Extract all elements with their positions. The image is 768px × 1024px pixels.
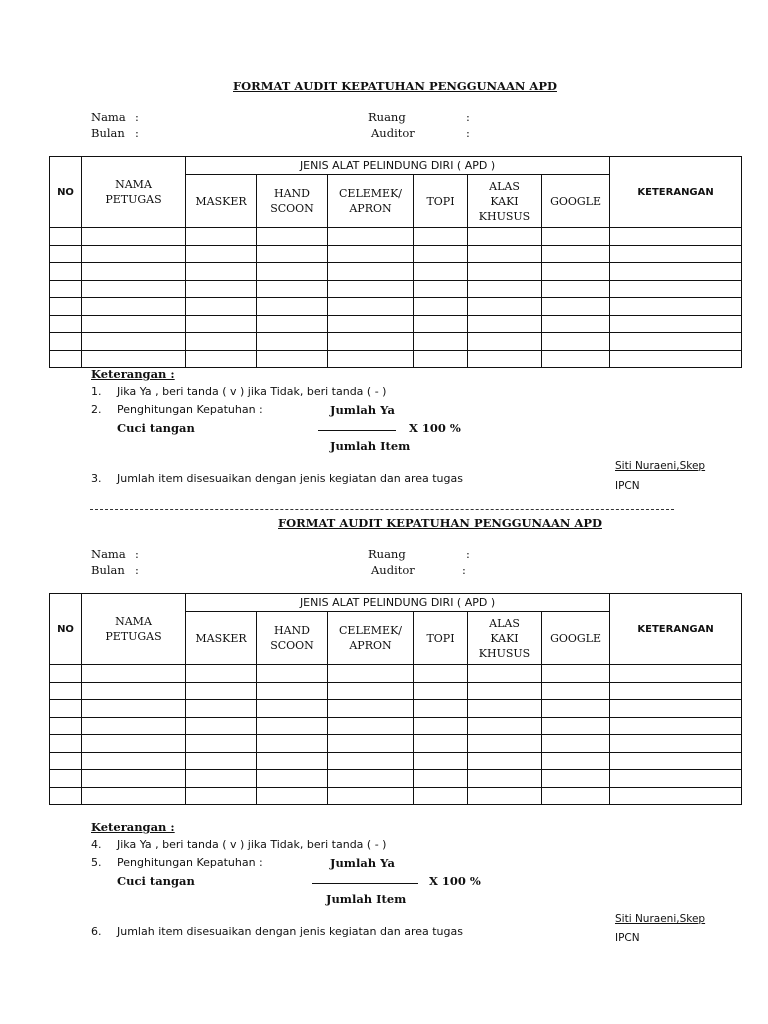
nama-colon: : bbox=[135, 110, 139, 124]
note-jumlah-item: Jumlah item disesuaikan dengan jenis kegiatan dan area tugas bbox=[117, 472, 463, 485]
table-row bbox=[50, 245, 742, 263]
auditor-colon: : bbox=[462, 563, 466, 577]
table-row bbox=[50, 228, 742, 246]
col-no: NO bbox=[50, 594, 82, 665]
note-number: 3. bbox=[91, 472, 102, 485]
bulan-label: Bulan bbox=[91, 126, 125, 140]
note-jika: Jika Ya , beri tanda ( v ) jika Tidak, beri tanda ( - ) bbox=[117, 385, 387, 398]
col-masker: MASKER bbox=[186, 175, 257, 228]
col-celemek-apron: CELEMEK/ APRON bbox=[328, 612, 414, 665]
form-title: FORMAT AUDIT KEPATUHAN PENGGUNAAN APD bbox=[278, 516, 602, 530]
jumlah-item: Jumlah Item bbox=[330, 439, 411, 453]
table-row bbox=[50, 333, 742, 351]
ruang-label: Ruang bbox=[368, 110, 406, 124]
cut-line-divider bbox=[90, 509, 674, 510]
note-jumlah-item: Jumlah item disesuaikan dengan jenis kegiatan dan area tugas bbox=[117, 925, 463, 938]
col-hand-scoon: HAND SCOON bbox=[257, 175, 328, 228]
col-hand-scoon: HAND SCOON bbox=[257, 612, 328, 665]
ruang-label: Ruang bbox=[368, 547, 406, 561]
signer-name: Siti Nuraeni,Skep bbox=[615, 460, 706, 472]
signer-role: IPCN bbox=[615, 932, 640, 944]
table-row bbox=[50, 280, 742, 298]
audit-table bbox=[49, 156, 742, 368]
ruang-colon: : bbox=[466, 547, 470, 561]
table-row bbox=[50, 315, 742, 333]
col-keterangan: KETERANGAN bbox=[610, 157, 742, 228]
col-no: NO bbox=[50, 157, 82, 228]
col-alas-kaki: ALAS KAKI KHUSUS bbox=[468, 612, 542, 665]
table-row bbox=[50, 350, 742, 368]
table-row bbox=[50, 263, 742, 281]
jumlah-item: Jumlah Item bbox=[326, 892, 407, 906]
col-masker: MASKER bbox=[186, 612, 257, 665]
auditor-label: Auditor bbox=[371, 126, 415, 140]
note-number: 2. bbox=[91, 403, 102, 416]
note-penghitungan: Penghitungan Kepatuhan : bbox=[117, 856, 263, 869]
signer-role: IPCN bbox=[615, 480, 640, 492]
note-number: 6. bbox=[91, 925, 102, 938]
note-penghitungan: Penghitungan Kepatuhan : bbox=[117, 403, 263, 416]
nama-colon: : bbox=[135, 547, 139, 561]
fraction-line bbox=[312, 883, 418, 884]
note-number: 4. bbox=[91, 838, 102, 851]
col-topi: TOPI bbox=[414, 612, 468, 665]
x100-percent: X 100 % bbox=[429, 874, 481, 888]
col-group-apd: JENIS ALAT PELINDUNG DIRI ( APD ) bbox=[186, 594, 610, 612]
cuci-tangan: Cuci tangan bbox=[117, 874, 195, 888]
table-row bbox=[50, 787, 742, 805]
col-alas-kaki: ALAS KAKI KHUSUS bbox=[468, 175, 542, 228]
auditor-label: Auditor bbox=[371, 563, 415, 577]
bulan-colon: : bbox=[135, 126, 139, 140]
col-group-apd: JENIS ALAT PELINDUNG DIRI ( APD ) bbox=[186, 157, 610, 175]
col-keterangan: KETERANGAN bbox=[610, 594, 742, 665]
bulan-label: Bulan bbox=[91, 563, 125, 577]
table-row bbox=[50, 770, 742, 788]
audit-table bbox=[49, 593, 742, 805]
note-number: 1. bbox=[91, 385, 102, 398]
signer-name: Siti Nuraeni,Skep bbox=[615, 913, 706, 925]
jumlah-ya: Jumlah Ya bbox=[330, 403, 395, 417]
form-title: FORMAT AUDIT KEPATUHAN PENGGUNAAN APD bbox=[233, 79, 557, 93]
jumlah-ya: Jumlah Ya bbox=[330, 856, 395, 870]
col-google: GOOGLE bbox=[542, 612, 610, 665]
keterangan-heading: Keterangan : bbox=[91, 820, 175, 834]
cuci-tangan: Cuci tangan bbox=[117, 421, 195, 435]
table-row bbox=[50, 735, 742, 753]
col-celemek-apron: CELEMEK/ APRON bbox=[328, 175, 414, 228]
table-row bbox=[50, 298, 742, 316]
table-row bbox=[50, 717, 742, 735]
note-number: 5. bbox=[91, 856, 102, 869]
nama-label: Nama bbox=[91, 547, 126, 561]
fraction-line bbox=[318, 430, 396, 431]
note-jika: Jika Ya , beri tanda ( v ) jika Tidak, beri tanda ( - ) bbox=[117, 838, 387, 851]
col-nama-petugas: NAMA PETUGAS bbox=[82, 157, 186, 228]
table-row bbox=[50, 752, 742, 770]
table-row bbox=[50, 665, 742, 683]
ruang-colon: : bbox=[466, 110, 470, 124]
keterangan-heading: Keterangan : bbox=[91, 367, 175, 381]
col-nama-petugas: NAMA PETUGAS bbox=[82, 594, 186, 665]
bulan-colon: : bbox=[135, 563, 139, 577]
col-google: GOOGLE bbox=[542, 175, 610, 228]
col-topi: TOPI bbox=[414, 175, 468, 228]
nama-label: Nama bbox=[91, 110, 126, 124]
auditor-colon: : bbox=[466, 126, 470, 140]
x100-percent: X 100 % bbox=[409, 421, 461, 435]
table-row bbox=[50, 682, 742, 700]
table-row bbox=[50, 700, 742, 718]
